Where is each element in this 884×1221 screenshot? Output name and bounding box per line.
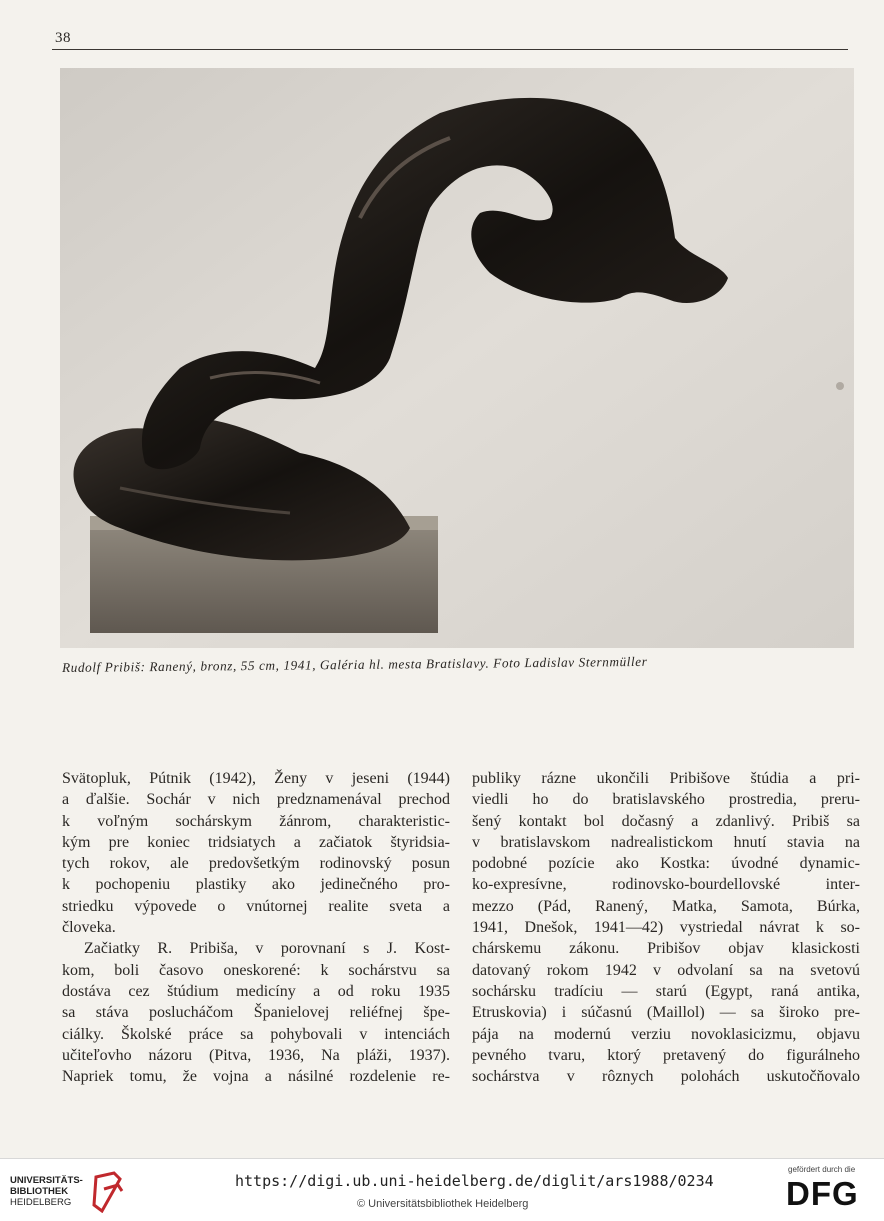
text-column-right [472, 768, 860, 1087]
library-name-line-1: UNIVERSITÄTS- [10, 1175, 83, 1186]
viewer-footer [0, 1158, 884, 1221]
library-name-line-2: BIBLIOTHEK [10, 1186, 69, 1197]
text-line: sa stáva poslucháčom Španielovej reliéfnej špe- [62, 1004, 450, 1022]
sponsor-note: gefördert durch die [788, 1165, 856, 1174]
text-line: k pochopeniu plastiky ako jedinečného pro- [62, 876, 450, 894]
text-line: šený kontakt bol dočasný a zdanlivý. Pribiš sa [472, 812, 860, 830]
text-line: ko-expresívne, rodinovsko-bourdellovské inter- [472, 876, 860, 894]
text-line: v bratislavskom nadrealistickom hnutí stavia na [472, 833, 860, 851]
text-line: datovaný rokom 1942 v odvolaní sa na svetovú [472, 961, 860, 979]
text-line: učiteľovho názoru (Pitva, 1936, Na pláži, 1937). [62, 1046, 450, 1064]
dfg-logo[interactable]: DFG [786, 1175, 859, 1212]
library-emblem-icon [90, 1171, 126, 1213]
text-line: 1941, Dnešok, 1941—42) vystriedal návrat k so- [472, 919, 860, 937]
text-line: k voľným sochárskym žánrom, charakteristic- [62, 812, 450, 830]
text-line: a ďalšie. Sochár v nich predznamenával prechod [62, 791, 450, 809]
permalink-url[interactable]: https://digi.ub.uni-heidelberg.de/diglit/ars1988/0234 [235, 1172, 714, 1190]
figure-caption: Rudolf Pribiš: Ranený, bronz, 55 cm, 1941, Galéria hl. mesta Bratislavy. Foto Ladislav Sternmüller [62, 653, 648, 675]
text-line: Etruskovia) i súčasnú (Maillol) — sa široko pre- [472, 1004, 860, 1022]
text-line: dostáva cez štúdium medicíny a od roku 1935 [62, 982, 450, 1000]
sculpture-photograph [60, 68, 854, 648]
page-number: 38 [55, 30, 71, 46]
text-line: Svätopluk, Pútnik (1942), Ženy v jeseni (1944) [62, 770, 450, 787]
text-column-left [62, 768, 450, 1087]
text-line: striedku výpovede o vnútornej realite sveta a [62, 897, 450, 915]
header-rule [52, 49, 848, 50]
text-line: kým pre koniec tridsiatych a začiatok štyridsia- [62, 833, 450, 851]
text-line: viedli ho do bratislavského prostredia, preru- [472, 791, 860, 809]
text-line: pája na modernú verziu novoklasicizmu, objavu [472, 1025, 860, 1043]
library-logo[interactable] [10, 1173, 130, 1213]
copyright-notice: © Universitätsbibliothek Heidelberg [357, 1198, 529, 1210]
text-line: Začiatky R. Pribiša, v porovnaní s J. Kost- [84, 940, 450, 958]
text-line: sochárstva v rôznych polohách uskutočňovalo [472, 1068, 860, 1086]
text-line: Napriek tomu, že vojna a násilné rozdelenie re- [62, 1068, 450, 1086]
text-line: tych rokov, ale predovšetkým rodinovský posun [62, 855, 450, 873]
text-line: publiky rázne ukončili Pribišove štúdia a pri- [472, 770, 860, 787]
text-line: človeka. [62, 919, 116, 937]
text-line: pevného tvaru, ktorý pretavený do figurálneho [472, 1046, 860, 1064]
text-line: sochársku tradíciu — starú (Egypt, raná antika, [472, 982, 860, 1000]
text-line: podobné pozície ako Kostka: úvodné dynamic- [472, 855, 860, 873]
text-line: kom, boli časovo oneskorené: k sochárstvu sa [62, 961, 450, 979]
text-line: mezzo (Pád, Ranený, Matka, Samota, Búrka, [472, 897, 860, 915]
text-line: ciálky. Školské práce sa pohybovali v intenciách [62, 1025, 450, 1043]
text-line: chárskemu zákonu. Pribišov objav klasickosti [472, 940, 860, 958]
library-name-line-3: HEIDELBERG [10, 1197, 72, 1208]
